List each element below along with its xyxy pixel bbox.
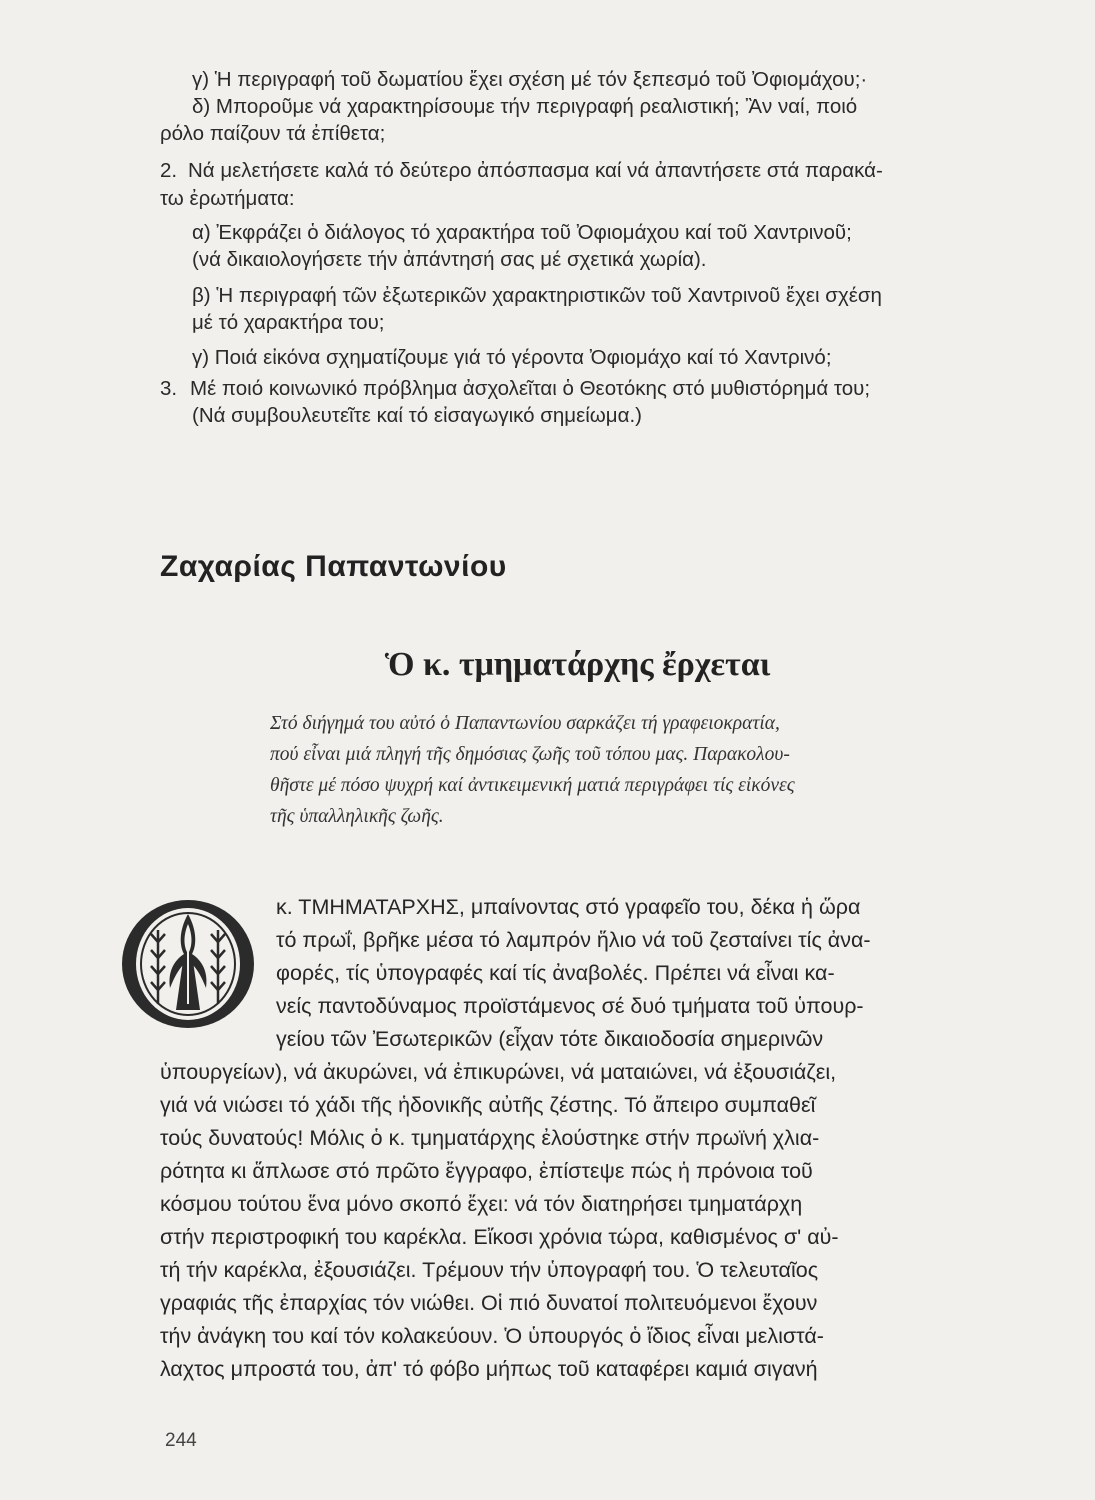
question-line: β) Ἡ περιγραφή τῶν ἐξωτερικῶν χαρακτηριστικῶν τοῦ Χαντρινοῦ ἔχει σχέση	[192, 284, 882, 307]
question-line: (Νά συμβουλευτεῖτε καί τό εἰσαγωγικό σημείωμα.)	[192, 404, 642, 427]
author-heading: Ζαχαρίας Παπαντωνίου	[160, 550, 507, 583]
body-line: φορές, τίς ὑπογραφές καί τίς ἀναβολές. Πρέπει νά εἶναι κα-	[276, 961, 835, 985]
story-title: Ὁ κ. τμηματάρχης ἔρχεται	[384, 646, 771, 683]
intro-paragraph	[270, 708, 1060, 832]
body-line: λαχτος μπροστά του, ἀπ' τό φόβο μήπως τοῦ καταφέρει καμιά σιγανή	[160, 1357, 818, 1381]
question-line: γ) Ἡ περιγραφή τοῦ δωματίου ἔχει σχέση μέ τόν ξεπεσμό τοῦ Ὀφιομάχου;·	[192, 68, 868, 91]
question-line: Μέ ποιό κοινωνικό πρόβλημα ἀσχολεῖται ὁ Θεοτόκης στό μυθιστόρημά του;	[190, 377, 871, 400]
question-line: α) Ἐκφράζει ὁ διάλογος τό χαρακτήρα τοῦ Ὀφιομάχου καί τοῦ Χαντρινοῦ;	[192, 221, 852, 244]
question-line: γ) Ποιά εἰκόνα σχηματίζουμε γιά τό γέροντα Ὀφιομάχο καί τό Χαντρινό;	[192, 346, 832, 369]
body-line: τή τήν καρέκλα, ἐξουσιάζει. Τρέμουν τήν ὑπογραφή του. Ὁ τελευταῖος	[160, 1258, 819, 1282]
question-line: μέ τό χαρακτήρα του;	[192, 311, 385, 334]
question-line: δ) Μποροῦμε νά χαρακτηρίσουμε τήν περιγραφή ρεαλιστική; Ἂν ναί, ποιό	[192, 95, 858, 118]
body-line: τούς δυνατούς! Μόλις ὁ κ. τμηματάρχης ἐλούστηκε στήν πρωϊνή χλια-	[160, 1126, 820, 1150]
page-number: 244	[165, 1430, 197, 1451]
question-number: 2.	[160, 159, 178, 182]
intro-line: θῆστε μέ πόσο ψυχρή καί ἀντικειμενική ματιά περιγράφει τίς εἰκόνες	[270, 775, 795, 796]
intro-line: πού εἶναι μιά πληγή τῆς δημόσιας ζωῆς τοῦ τόπου μας. Παρακολου-	[270, 744, 790, 765]
body-line: στήν περιστροφική του καρέκλα. Εἴκοσι χρόνια τώρα, καθισμένος σ' αὐ-	[160, 1225, 839, 1249]
body-line: νείς παντοδύναμος προϊστάμενος σέ δυό τμήματα τοῦ ὑπουρ-	[276, 994, 864, 1018]
question-line: (νά δικαιολογήσετε τήν ἀπάντησή σας μέ σχετικά χωρία).	[192, 248, 707, 271]
intro-line: τῆς ὑπαλληλικῆς ζωῆς.	[270, 806, 444, 827]
body-line: τήν ἀνάγκη του καί τόν κολακεύουν. Ὁ ὑπουργός ὁ ἴδιος εἶναι μελιστά-	[160, 1324, 824, 1348]
body-line: τό πρωΐ, βρῆκε μέσα τό λαμπρόν ἥλιο νά τοῦ ζεσταίνει τίς ἀνα-	[276, 928, 871, 952]
body-line: ὑπουργείων), νά ἀκυρώνει, νά ἐπικυρώνει, νά ματαιώνει, νά ἐξουσιάζει,	[160, 1060, 837, 1084]
body-line: κόσμου τούτου ἕνα μόνο σκοπό ἔχει: νά τόν διατηρήσει τμηματάρχη	[160, 1192, 803, 1216]
question-number: 3.	[160, 377, 178, 400]
question-line: Νά μελετήσετε καλά τό δεύτερο ἀπόσπασμα καί νά ἀπαντήσετε στά παρακά-	[188, 159, 883, 182]
body-line: ρότητα κι ἅπλωσε στό πρῶτο ἔγγραφο, ἐπίστεψε πώς ἡ πρόνοια τοῦ	[160, 1159, 813, 1183]
question-line: τω ἐρωτήματα:	[160, 187, 295, 210]
intro-line: Στό διήγημά του αὐτό ὁ Παπαντωνίου σαρκάζει τή γραφειοκρατία,	[270, 713, 780, 734]
body-line: κ. ΤΜΗΜΑΤΑΡΧΗΣ, μπαίνοντας στό γραφεῖο του, δέκα ἡ ὥρα	[276, 895, 861, 919]
body-line: γείου τῶν Ἐσωτερικῶν (εἶχαν τότε δικαιοδοσία σημερινῶν	[276, 1027, 824, 1051]
body-line: γιά νά νιώσει τό χάδι τῆς ἡδονικῆς αὐτῆς ζέστης. Τό ἄπειρο συμπαθεῖ	[160, 1093, 816, 1117]
question-line: ρόλο παίζουν τά ἐπίθετα;	[160, 122, 386, 145]
body-line: γραφιάς τῆς ἐπαρχίας τόν νιώθει. Οἱ πιό δυνατοί πολιτευόμενοι ἔχουν	[160, 1291, 818, 1315]
ornamental-initial-o-icon	[118, 892, 260, 1034]
